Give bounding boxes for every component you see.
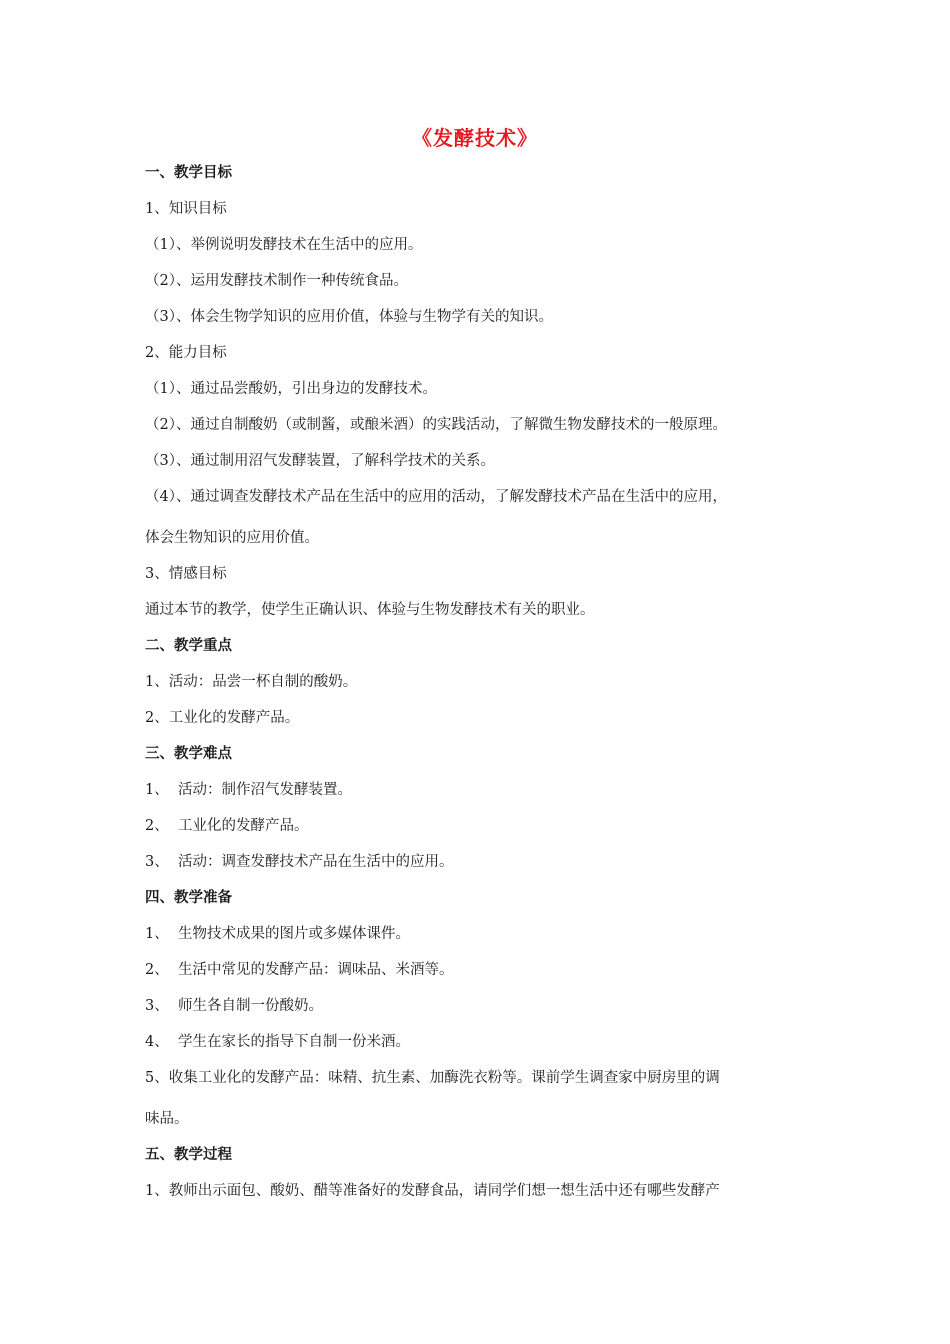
ability-item-1: （1）、通过品尝酸奶，引出身边的发酵技术。 xyxy=(145,381,437,397)
preparation-item-5: 5、收集工业化的发酵产品：味精、抗生素、加酶洗衣粉等。课前学生调查家中厨房里的调 xyxy=(145,1070,720,1086)
document-title: 《发酵技术》 xyxy=(412,126,538,150)
preparation-text-3: 师生各自制一份酸奶。 xyxy=(178,998,323,1014)
preparation-text-2: 生活中常见的发酵产品：调味品、米酒等。 xyxy=(178,962,454,978)
emotion-item: 通过本节的教学，使学生正确认识、体验与生物发酵技术有关的职业。 xyxy=(145,602,595,618)
preparation-number-4: 4、 xyxy=(145,1034,169,1050)
section-heading-objectives: 一、教学目标 xyxy=(145,164,232,181)
difficulty-number-3: 3、 xyxy=(145,854,169,870)
difficulty-item-3 xyxy=(145,852,454,872)
ability-item-4: （4）、通过调查发酵技术产品在生活中的应用的活动，了解发酵技术产品在生活中的应用， xyxy=(145,489,727,505)
section-heading-process: 五、教学过程 xyxy=(145,1146,232,1163)
preparation-item-2 xyxy=(145,960,454,980)
ability-item-2: （2）、通过自制酸奶（或制酱，或酿米酒）的实践活动，了解微生物发酵技术的一般原理。 xyxy=(145,417,727,433)
preparation-item-4 xyxy=(145,1032,410,1052)
difficulty-number-2: 2、 xyxy=(145,818,169,834)
preparation-number-3: 3、 xyxy=(145,998,169,1014)
knowledge-item-2: （2）、运用发酵技术制作一种传统食品。 xyxy=(145,273,408,289)
knowledge-item-3: （3）、体会生物学知识的应用价值，体验与生物学有关的知识。 xyxy=(145,309,553,325)
preparation-item-1 xyxy=(145,924,410,944)
ability-item-3: （3）、通过制用沼气发酵装置，了解科学技术的关系。 xyxy=(145,453,495,469)
knowledge-item-1: （1）、举例说明发酵技术在生活中的应用。 xyxy=(145,237,423,253)
preparation-item-3 xyxy=(145,996,323,1016)
subheading-knowledge: 1、知识目标 xyxy=(145,201,227,217)
section-heading-difficulties: 三、教学难点 xyxy=(145,745,232,762)
subheading-emotion: 3、情感目标 xyxy=(145,566,227,582)
difficulty-number-1: 1、 xyxy=(145,782,169,798)
section-heading-preparation: 四、教学准备 xyxy=(145,889,232,906)
preparation-text-1: 生物技术成果的图片或多媒体课件。 xyxy=(178,926,410,942)
preparation-item-5-continued: 味品。 xyxy=(145,1111,189,1127)
subheading-ability: 2、能力目标 xyxy=(145,345,227,361)
difficulty-item-2 xyxy=(145,816,309,836)
preparation-number-2: 2、 xyxy=(145,962,169,978)
preparation-number-1: 1、 xyxy=(145,926,169,942)
ability-item-4-continued: 体会生物知识的应用价值。 xyxy=(145,530,319,546)
key-point-1: 1、活动：品尝一杯自制的酸奶。 xyxy=(145,674,358,690)
difficulty-text-3: 活动：调查发酵技术产品在生活中的应用。 xyxy=(178,854,454,870)
preparation-text-4: 学生在家长的指导下自制一份米酒。 xyxy=(178,1034,410,1050)
section-heading-key-points: 二、教学重点 xyxy=(145,637,232,654)
difficulty-text-2: 工业化的发酵产品。 xyxy=(178,818,309,834)
difficulty-item-1 xyxy=(145,780,352,800)
key-point-2: 2、工业化的发酵产品。 xyxy=(145,710,300,726)
difficulty-text-1: 活动：制作沼气发酵装置。 xyxy=(178,782,352,798)
process-item-1: 1、教师出示面包、酸奶、醋等准备好的发酵食品，请同学们想一想生活中还有哪些发酵产 xyxy=(145,1183,720,1199)
